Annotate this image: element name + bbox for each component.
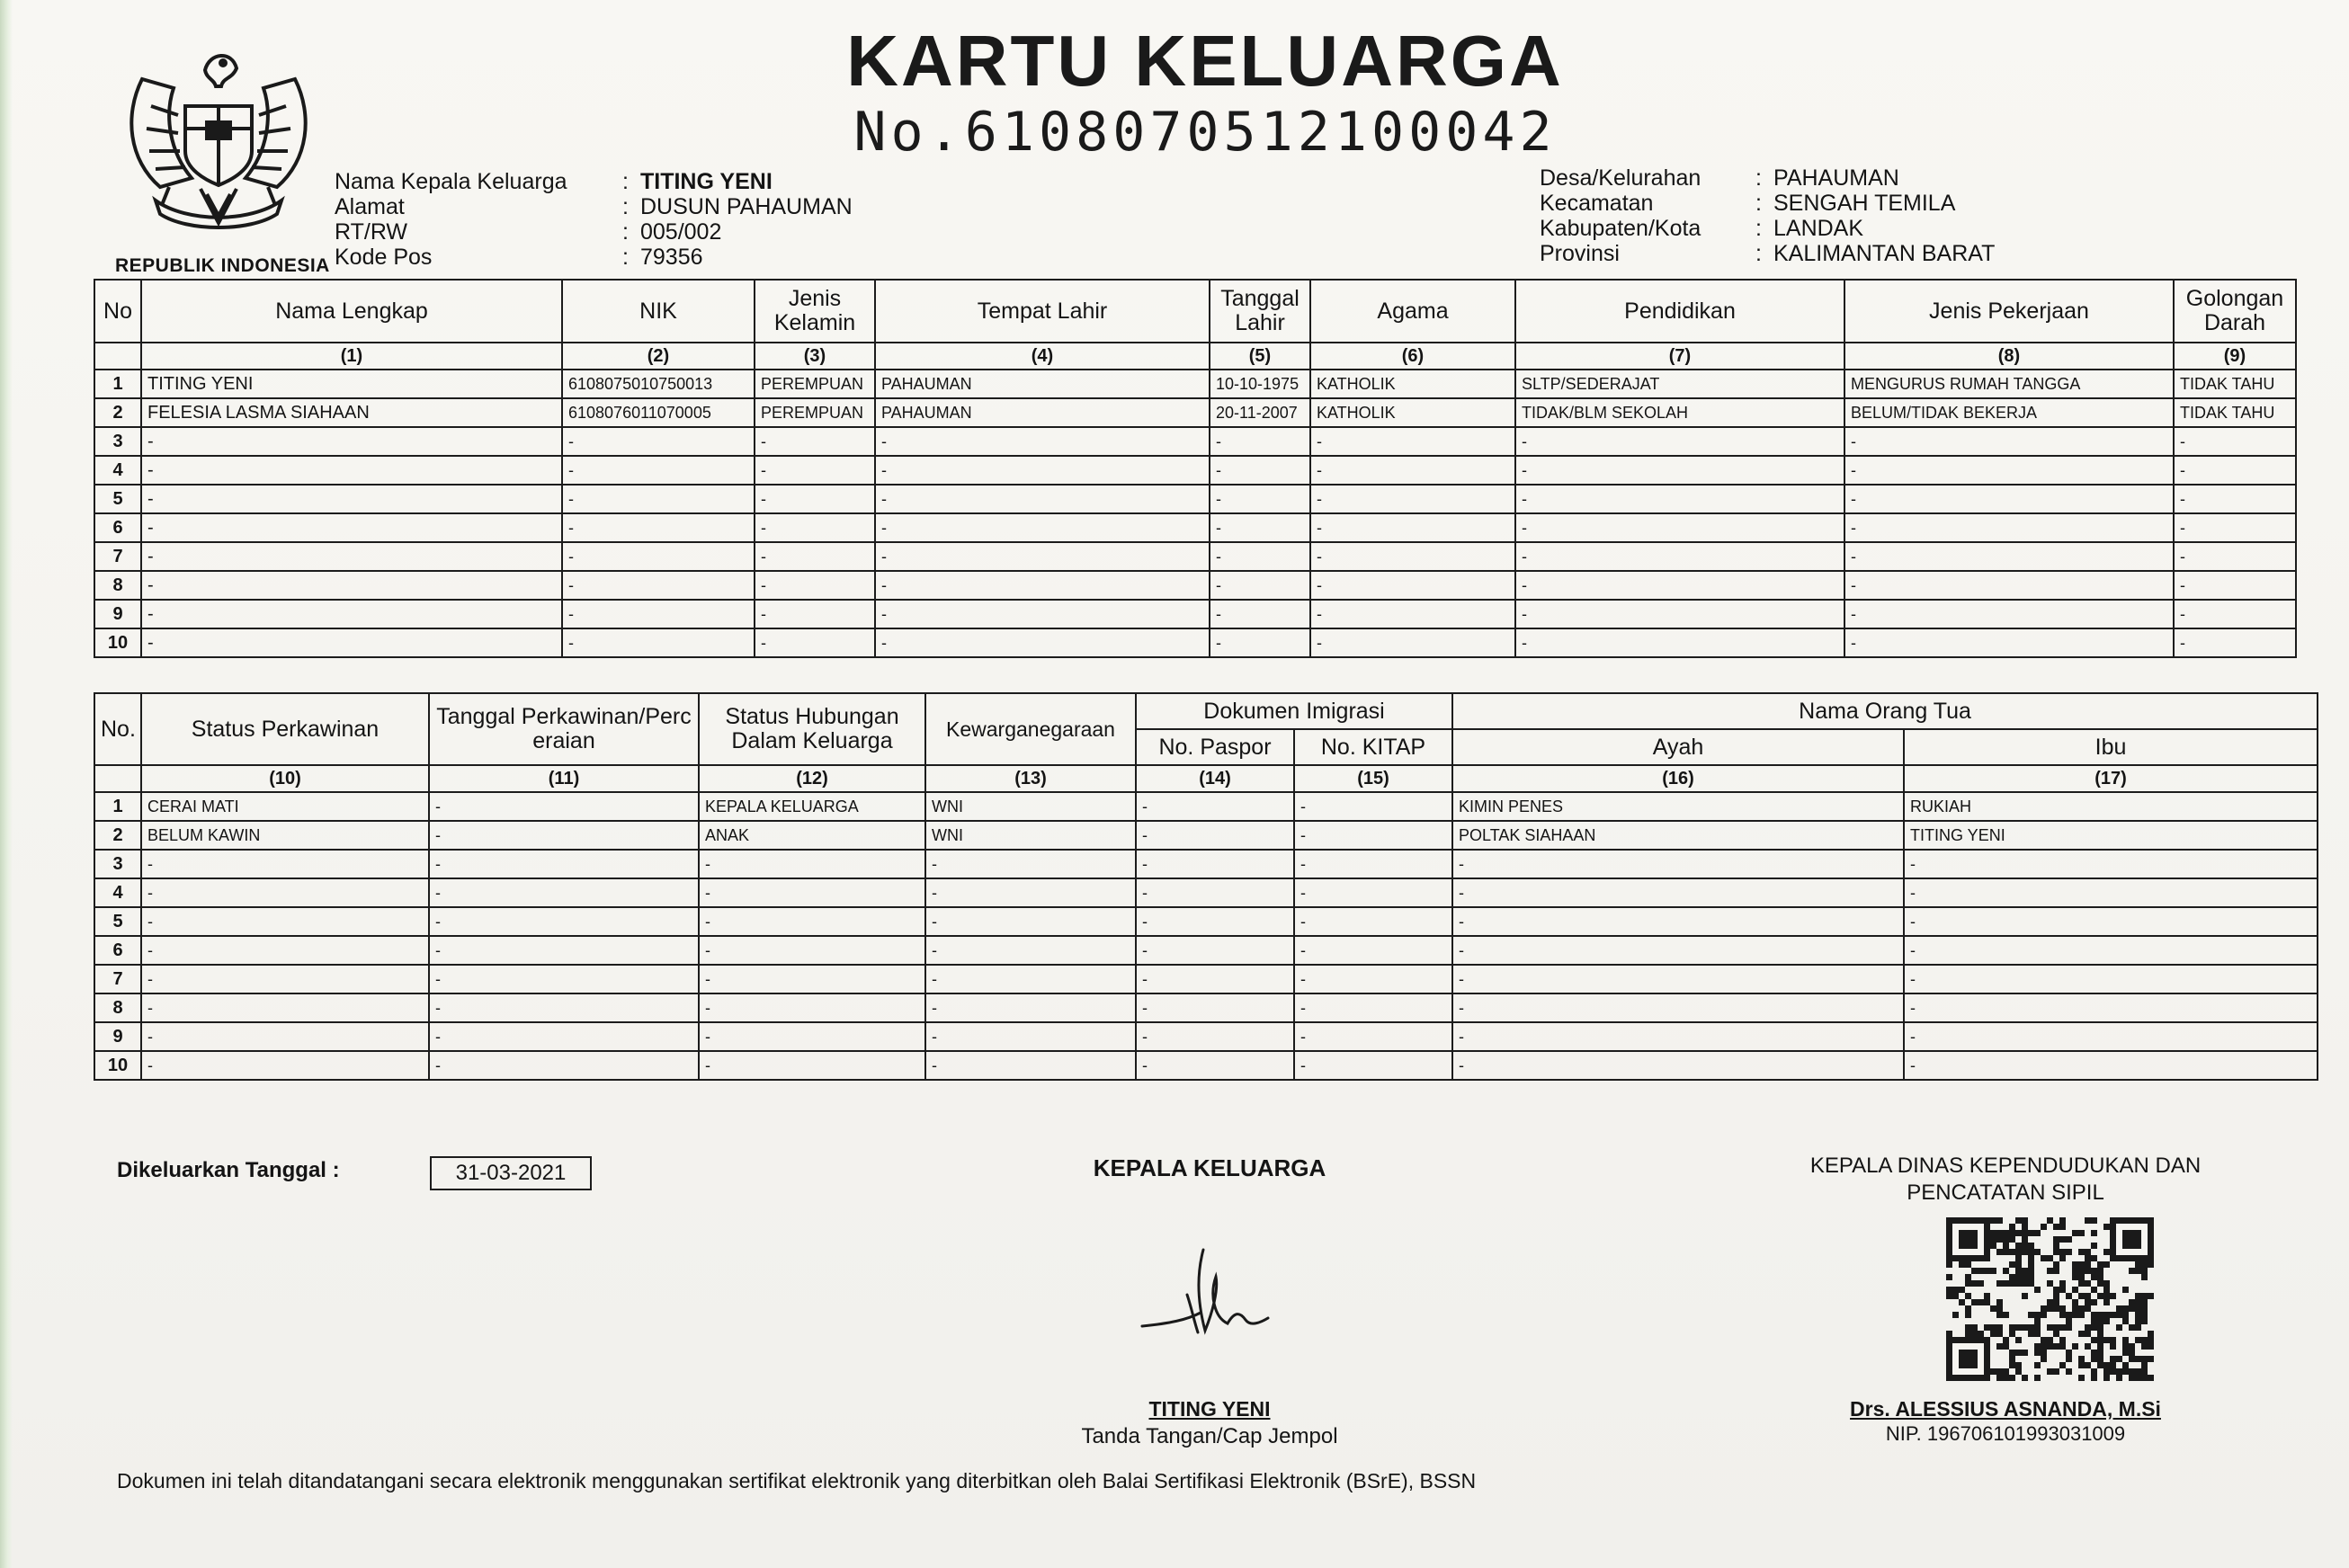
info-label: Kode Pos: [335, 245, 433, 270]
table-cell: -: [562, 456, 755, 485]
table-cell: CERAI MATI: [141, 792, 429, 821]
table-cell: -: [1904, 965, 2318, 993]
info-label: Provinsi: [1540, 241, 1620, 266]
row-number: 1: [94, 370, 141, 398]
table-row: [94, 628, 2296, 657]
table-cell: -: [1294, 878, 1452, 907]
table-cell: -: [141, 1051, 429, 1080]
table-row: [94, 542, 2296, 571]
table-cell: -: [1210, 600, 1310, 628]
info-row: Desa/Kelurahan : PAHAUMAN: [1540, 165, 1899, 191]
table-cell: -: [1515, 485, 1844, 513]
document-title: KARTU KELUARGA: [846, 21, 1564, 101]
household-info-left: [335, 169, 853, 270]
col-header: Tempat Lahir: [875, 280, 1210, 343]
table-cell: WNI: [925, 821, 1136, 850]
official-name: Drs. ALESSIUS ASNANDA, M.Si: [1850, 1397, 2161, 1421]
column-number: (11): [429, 765, 699, 792]
info-value: TITING YENI: [640, 169, 773, 194]
table-row: [94, 878, 2318, 907]
table-cell: -: [1310, 427, 1515, 456]
column-number: (6): [1310, 343, 1515, 370]
table-cell: -: [562, 571, 755, 600]
table-cell: -: [562, 427, 755, 456]
column-number: (10): [141, 765, 429, 792]
table-cell: -: [699, 1022, 925, 1051]
table-cell: -: [141, 571, 562, 600]
table-row: [94, 821, 2318, 850]
row-number: 6: [94, 936, 141, 965]
table-cell: -: [1294, 792, 1452, 821]
table-cell: -: [2174, 427, 2296, 456]
table-cell: TITING YENI: [1904, 821, 2318, 850]
table-cell: -: [875, 600, 1210, 628]
table-cell: -: [1294, 993, 1452, 1022]
table-cell: -: [141, 850, 429, 878]
table-cell: -: [1452, 907, 1904, 936]
table-row: [94, 600, 2296, 628]
table-cell: BELUM KAWIN: [141, 821, 429, 850]
column-number: (14): [1136, 765, 1294, 792]
table-cell: -: [1136, 792, 1294, 821]
head-of-family-title: KEPALA KELUARGA: [1093, 1154, 1326, 1181]
table-cell: 20-11-2007: [1210, 398, 1310, 427]
col-header: No: [94, 280, 141, 343]
table-cell: -: [1452, 1051, 1904, 1080]
col-header: No. KITAP: [1294, 729, 1452, 765]
info-value: 79356: [640, 245, 703, 270]
row-number: 3: [94, 427, 141, 456]
disclaimer-text: Dokumen ini telah ditandatangani secara elektronik menggunakan sertifikat elektronik yang diterbitkan oleh Balai Sertifikasi Elektronik (BSrE), BSSN: [117, 1469, 1477, 1492]
table-row: [94, 513, 2296, 542]
row-number: 10: [94, 628, 141, 657]
info-label: RT/RW: [335, 219, 408, 245]
table-cell: -: [1310, 628, 1515, 657]
info-value: KALIMANTAN BARAT: [1773, 241, 1996, 266]
row-number: 9: [94, 600, 141, 628]
col-header: Status Hubungan Dalam Keluarga: [699, 693, 925, 765]
info-label: Alamat: [335, 194, 405, 219]
table-cell: -: [1136, 850, 1294, 878]
table-cell: -: [1310, 485, 1515, 513]
table-cell: -: [141, 878, 429, 907]
column-number-row: [94, 343, 2296, 370]
table-cell: KEPALA KELUARGA: [699, 792, 925, 821]
scan-edge: [0, 0, 13, 1568]
official-title-line: PENCATATAN SIPIL: [1907, 1180, 2104, 1205]
table-cell: -: [2174, 628, 2296, 657]
table-cell: 10-10-1975: [1210, 370, 1310, 398]
table-cell: -: [429, 907, 699, 936]
table-row: [94, 993, 2318, 1022]
row-number: 5: [94, 907, 141, 936]
col-header: NIK: [562, 280, 755, 343]
table-row: [94, 907, 2318, 936]
row-number: 9: [94, 1022, 141, 1051]
table-cell: -: [1452, 878, 1904, 907]
table-cell: -: [141, 513, 562, 542]
table-cell: -: [1452, 1022, 1904, 1051]
table-cell: -: [2174, 600, 2296, 628]
col-header: Dokumen Imigrasi: [1136, 693, 1452, 729]
table-cell: -: [1452, 965, 1904, 993]
info-label: Kecamatan: [1540, 191, 1654, 216]
col-header: Tanggal Lahir: [1210, 280, 1310, 343]
table-cell: FELESIA LASMA SIAHAAN: [141, 398, 562, 427]
table-cell: KATHOLIK: [1310, 370, 1515, 398]
family-members-table: [94, 279, 2297, 658]
table-row: [94, 456, 2296, 485]
table-cell: SLTP/SEDERAJAT: [1515, 370, 1844, 398]
table-cell: -: [699, 907, 925, 936]
table-cell: POLTAK SIAHAAN: [1452, 821, 1904, 850]
table-cell: -: [1904, 1022, 2318, 1051]
row-number: 7: [94, 542, 141, 571]
table-cell: -: [429, 993, 699, 1022]
table-cell: -: [1515, 571, 1844, 600]
table-cell: -: [1294, 1051, 1452, 1080]
table-cell: -: [875, 542, 1210, 571]
row-number: 6: [94, 513, 141, 542]
table-cell: PEREMPUAN: [755, 398, 875, 427]
col-header: No.: [94, 693, 141, 765]
table-cell: -: [755, 513, 875, 542]
table-cell: -: [1904, 1051, 2318, 1080]
row-number: 4: [94, 456, 141, 485]
table-cell: -: [755, 571, 875, 600]
table-cell: -: [1904, 993, 2318, 1022]
table-cell: -: [1452, 936, 1904, 965]
column-number: (9): [2174, 343, 2296, 370]
row-number: 4: [94, 878, 141, 907]
table-cell: -: [1136, 993, 1294, 1022]
col-header: Ayah: [1452, 729, 1904, 765]
table-cell: -: [1515, 628, 1844, 657]
table-cell: -: [755, 485, 875, 513]
table-cell: -: [699, 936, 925, 965]
table-cell: -: [429, 965, 699, 993]
table-cell: -: [1844, 542, 2174, 571]
table-cell: -: [562, 542, 755, 571]
table-cell: -: [755, 600, 875, 628]
issued-date: 31-03-2021: [430, 1156, 592, 1190]
table-cell: PEREMPUAN: [755, 370, 875, 398]
table-cell: BELUM/TIDAK BEKERJA: [1844, 398, 2174, 427]
table-cell: -: [141, 542, 562, 571]
table-cell: -: [925, 965, 1136, 993]
table-cell: -: [1210, 456, 1310, 485]
row-number: 2: [94, 821, 141, 850]
table-cell: -: [141, 485, 562, 513]
table-cell: -: [875, 485, 1210, 513]
row-number: 3: [94, 850, 141, 878]
table-cell: -: [429, 1022, 699, 1051]
col-header: No. Paspor: [1136, 729, 1294, 765]
info-row: Alamat : DUSUN PAHAUMAN: [335, 194, 853, 219]
table-cell: -: [1294, 1022, 1452, 1051]
table-header-row: [94, 280, 2296, 343]
table-cell: -: [1310, 542, 1515, 571]
table-cell: 6108075010750013: [562, 370, 755, 398]
table-row: [94, 485, 2296, 513]
table-cell: -: [1844, 427, 2174, 456]
table-cell: -: [1515, 600, 1844, 628]
table-cell: -: [2174, 542, 2296, 571]
table-cell: -: [141, 965, 429, 993]
table-cell: -: [755, 628, 875, 657]
table-cell: MENGURUS RUMAH TANGGA: [1844, 370, 2174, 398]
table-cell: -: [925, 1022, 1136, 1051]
row-number: 7: [94, 965, 141, 993]
table-row: [94, 1022, 2318, 1051]
col-header: Jenis Kelamin: [755, 280, 875, 343]
table-cell: -: [875, 513, 1210, 542]
info-value: 005/002: [640, 219, 722, 245]
info-value: DUSUN PAHAUMAN: [640, 194, 853, 219]
table-cell: -: [1210, 542, 1310, 571]
table-cell: -: [1844, 600, 2174, 628]
col-header: Agama: [1310, 280, 1515, 343]
table-cell: -: [2174, 571, 2296, 600]
table-cell: -: [562, 628, 755, 657]
table-cell: -: [1294, 850, 1452, 878]
table-cell: -: [429, 821, 699, 850]
table-cell: -: [1210, 628, 1310, 657]
table-row: [94, 792, 2318, 821]
column-number-row: [94, 765, 2318, 792]
table-row: [94, 571, 2296, 600]
table-cell: PAHAUMAN: [875, 370, 1210, 398]
row-number: 2: [94, 398, 141, 427]
table-cell: -: [2174, 456, 2296, 485]
issued-label: Dikeluarkan Tanggal :: [117, 1158, 340, 1182]
col-header: Tanggal Perkawinan/Perceraian: [429, 693, 699, 765]
column-number: (8): [1844, 343, 2174, 370]
table-cell: -: [1210, 513, 1310, 542]
table-row: [94, 427, 2296, 456]
table-cell: -: [1294, 936, 1452, 965]
row-number: 8: [94, 571, 141, 600]
official-title: [1763, 1153, 2248, 1207]
info-value: SENGAH TEMILA: [1773, 191, 1956, 216]
table-row: [94, 398, 2296, 427]
column-number: (7): [1515, 343, 1844, 370]
row-number: 5: [94, 485, 141, 513]
table-cell: -: [1452, 850, 1904, 878]
table-header-row: [94, 693, 2318, 729]
garuda-emblem-icon: [106, 43, 331, 250]
table-cell: -: [1904, 936, 2318, 965]
table-cell: -: [429, 850, 699, 878]
table-cell: -: [1515, 456, 1844, 485]
col-header: Golongan Darah: [2174, 280, 2296, 343]
table-cell: -: [141, 456, 562, 485]
col-header: Jenis Pekerjaan: [1844, 280, 2174, 343]
info-row: Provinsi : KALIMANTAN BARAT: [1540, 241, 1996, 266]
table-cell: -: [141, 427, 562, 456]
info-row: Kabupaten/Kota : LANDAK: [1540, 216, 1864, 241]
info-row: Nama Kepala Keluarga : TITING YENI: [335, 169, 773, 194]
table-cell: -: [141, 628, 562, 657]
table-cell: -: [755, 542, 875, 571]
col-header: Pendidikan: [1515, 280, 1844, 343]
table-cell: -: [699, 850, 925, 878]
table-cell: WNI: [925, 792, 1136, 821]
table-cell: -: [925, 907, 1136, 936]
table-cell: -: [699, 993, 925, 1022]
col-header: Status Perkawinan: [141, 693, 429, 765]
row-number: 10: [94, 1051, 141, 1080]
col-header: Kewarganegaraan: [925, 693, 1136, 765]
info-value: LANDAK: [1773, 216, 1864, 241]
info-row: Kecamatan : SENGAH TEMILA: [1540, 191, 1956, 216]
table-cell: -: [1452, 993, 1904, 1022]
table-cell: -: [429, 878, 699, 907]
table-cell: -: [1310, 571, 1515, 600]
table-cell: -: [1904, 878, 2318, 907]
table-cell: -: [875, 628, 1210, 657]
table-cell: -: [1904, 907, 2318, 936]
table-cell: ANAK: [699, 821, 925, 850]
table-row: [94, 965, 2318, 993]
table-cell: -: [141, 1022, 429, 1051]
table-cell: -: [1844, 485, 2174, 513]
table-cell: -: [1136, 821, 1294, 850]
table-row: [94, 850, 2318, 878]
col-header: Nama Lengkap: [141, 280, 562, 343]
column-number: (16): [1452, 765, 1904, 792]
household-info-right: [1540, 165, 1995, 266]
table-cell: -: [875, 571, 1210, 600]
column-number: (3): [755, 343, 875, 370]
table-cell: KIMIN PENES: [1452, 792, 1904, 821]
table-cell: TIDAK TAHU: [2174, 398, 2296, 427]
table-cell: -: [1294, 907, 1452, 936]
info-row: RT/RW : 005/002: [335, 219, 722, 245]
emblem-label: REPUBLIK INDONESIA: [115, 255, 330, 276]
table-cell: -: [1515, 513, 1844, 542]
table-cell: 6108076011070005: [562, 398, 755, 427]
table-cell: -: [925, 993, 1136, 1022]
table-row: [94, 1051, 2318, 1080]
table-cell: -: [1844, 513, 2174, 542]
signature-caption: Tanda Tangan/Cap Jempol: [1081, 1424, 1338, 1448]
family-status-table: [94, 692, 2318, 1081]
table-cell: -: [429, 792, 699, 821]
table-cell: -: [755, 456, 875, 485]
table-cell: -: [925, 878, 1136, 907]
table-cell: -: [925, 1051, 1136, 1080]
column-number: (4): [875, 343, 1210, 370]
table-cell: -: [2174, 485, 2296, 513]
table-cell: -: [1294, 965, 1452, 993]
table-cell: -: [1310, 600, 1515, 628]
table-cell: -: [141, 600, 562, 628]
table-cell: -: [699, 1051, 925, 1080]
document-number: No.6108070512100042: [853, 101, 1557, 164]
table-cell: PAHAUMAN: [875, 398, 1210, 427]
info-value: PAHAUMAN: [1773, 165, 1899, 191]
table-cell: TIDAK/BLM SEKOLAH: [1515, 398, 1844, 427]
head-of-family-name: TITING YENI: [1148, 1397, 1271, 1421]
column-number: (17): [1904, 765, 2318, 792]
table-cell: -: [1294, 821, 1452, 850]
table-cell: -: [429, 1051, 699, 1080]
column-number: (5): [1210, 343, 1310, 370]
table-cell: -: [1136, 878, 1294, 907]
official-nip: NIP. 196706101993031009: [1885, 1422, 2126, 1445]
info-label: Desa/Kelurahan: [1540, 165, 1701, 191]
row-number: 1: [94, 792, 141, 821]
table-cell: -: [1210, 571, 1310, 600]
table-cell: -: [1136, 965, 1294, 993]
row-number: 8: [94, 993, 141, 1022]
table-cell: -: [562, 513, 755, 542]
table-cell: -: [1904, 850, 2318, 878]
table-cell: -: [699, 878, 925, 907]
column-number: (1): [141, 343, 562, 370]
table-cell: -: [141, 907, 429, 936]
table-cell: -: [699, 965, 925, 993]
table-cell: TIDAK TAHU: [2174, 370, 2296, 398]
column-number: (15): [1294, 765, 1452, 792]
table-cell: -: [2174, 513, 2296, 542]
table-cell: -: [1210, 427, 1310, 456]
official-title-line: KEPALA DINAS KEPENDUDUKAN DAN: [1809, 1154, 2202, 1178]
info-row: Kode Pos : 79356: [335, 245, 703, 270]
table-row: [94, 936, 2318, 965]
col-header: Nama Orang Tua: [1452, 693, 2318, 729]
table-cell: -: [875, 456, 1210, 485]
column-number: (12): [699, 765, 925, 792]
column-number: (2): [562, 343, 755, 370]
table-cell: -: [141, 936, 429, 965]
table-cell: -: [1210, 485, 1310, 513]
table-cell: -: [1844, 628, 2174, 657]
table-cell: -: [755, 427, 875, 456]
table-cell: -: [875, 427, 1210, 456]
table-cell: -: [141, 993, 429, 1022]
table-cell: -: [562, 485, 755, 513]
table-cell: -: [562, 600, 755, 628]
table-cell: -: [1136, 907, 1294, 936]
table-cell: -: [925, 936, 1136, 965]
info-label: Kabupaten/Kota: [1540, 216, 1701, 241]
table-row: [94, 370, 2296, 398]
info-label: Nama Kepala Keluarga: [335, 169, 567, 194]
table-cell: KATHOLIK: [1310, 398, 1515, 427]
table-cell: -: [1844, 571, 2174, 600]
table-cell: RUKIAH: [1904, 792, 2318, 821]
qr-code-icon: [1939, 1214, 2160, 1385]
table-cell: -: [1844, 456, 2174, 485]
table-cell: -: [1136, 1051, 1294, 1080]
table-cell: -: [1136, 936, 1294, 965]
table-cell: -: [925, 850, 1136, 878]
col-header: Ibu: [1904, 729, 2318, 765]
signature-icon: [1133, 1241, 1277, 1358]
table-cell: -: [1515, 427, 1844, 456]
table-cell: -: [1515, 542, 1844, 571]
table-cell: -: [429, 936, 699, 965]
column-number: (13): [925, 765, 1136, 792]
table-cell: -: [1136, 1022, 1294, 1051]
table-cell: TITING YENI: [141, 370, 562, 398]
table-cell: -: [1310, 513, 1515, 542]
table-cell: -: [1310, 456, 1515, 485]
